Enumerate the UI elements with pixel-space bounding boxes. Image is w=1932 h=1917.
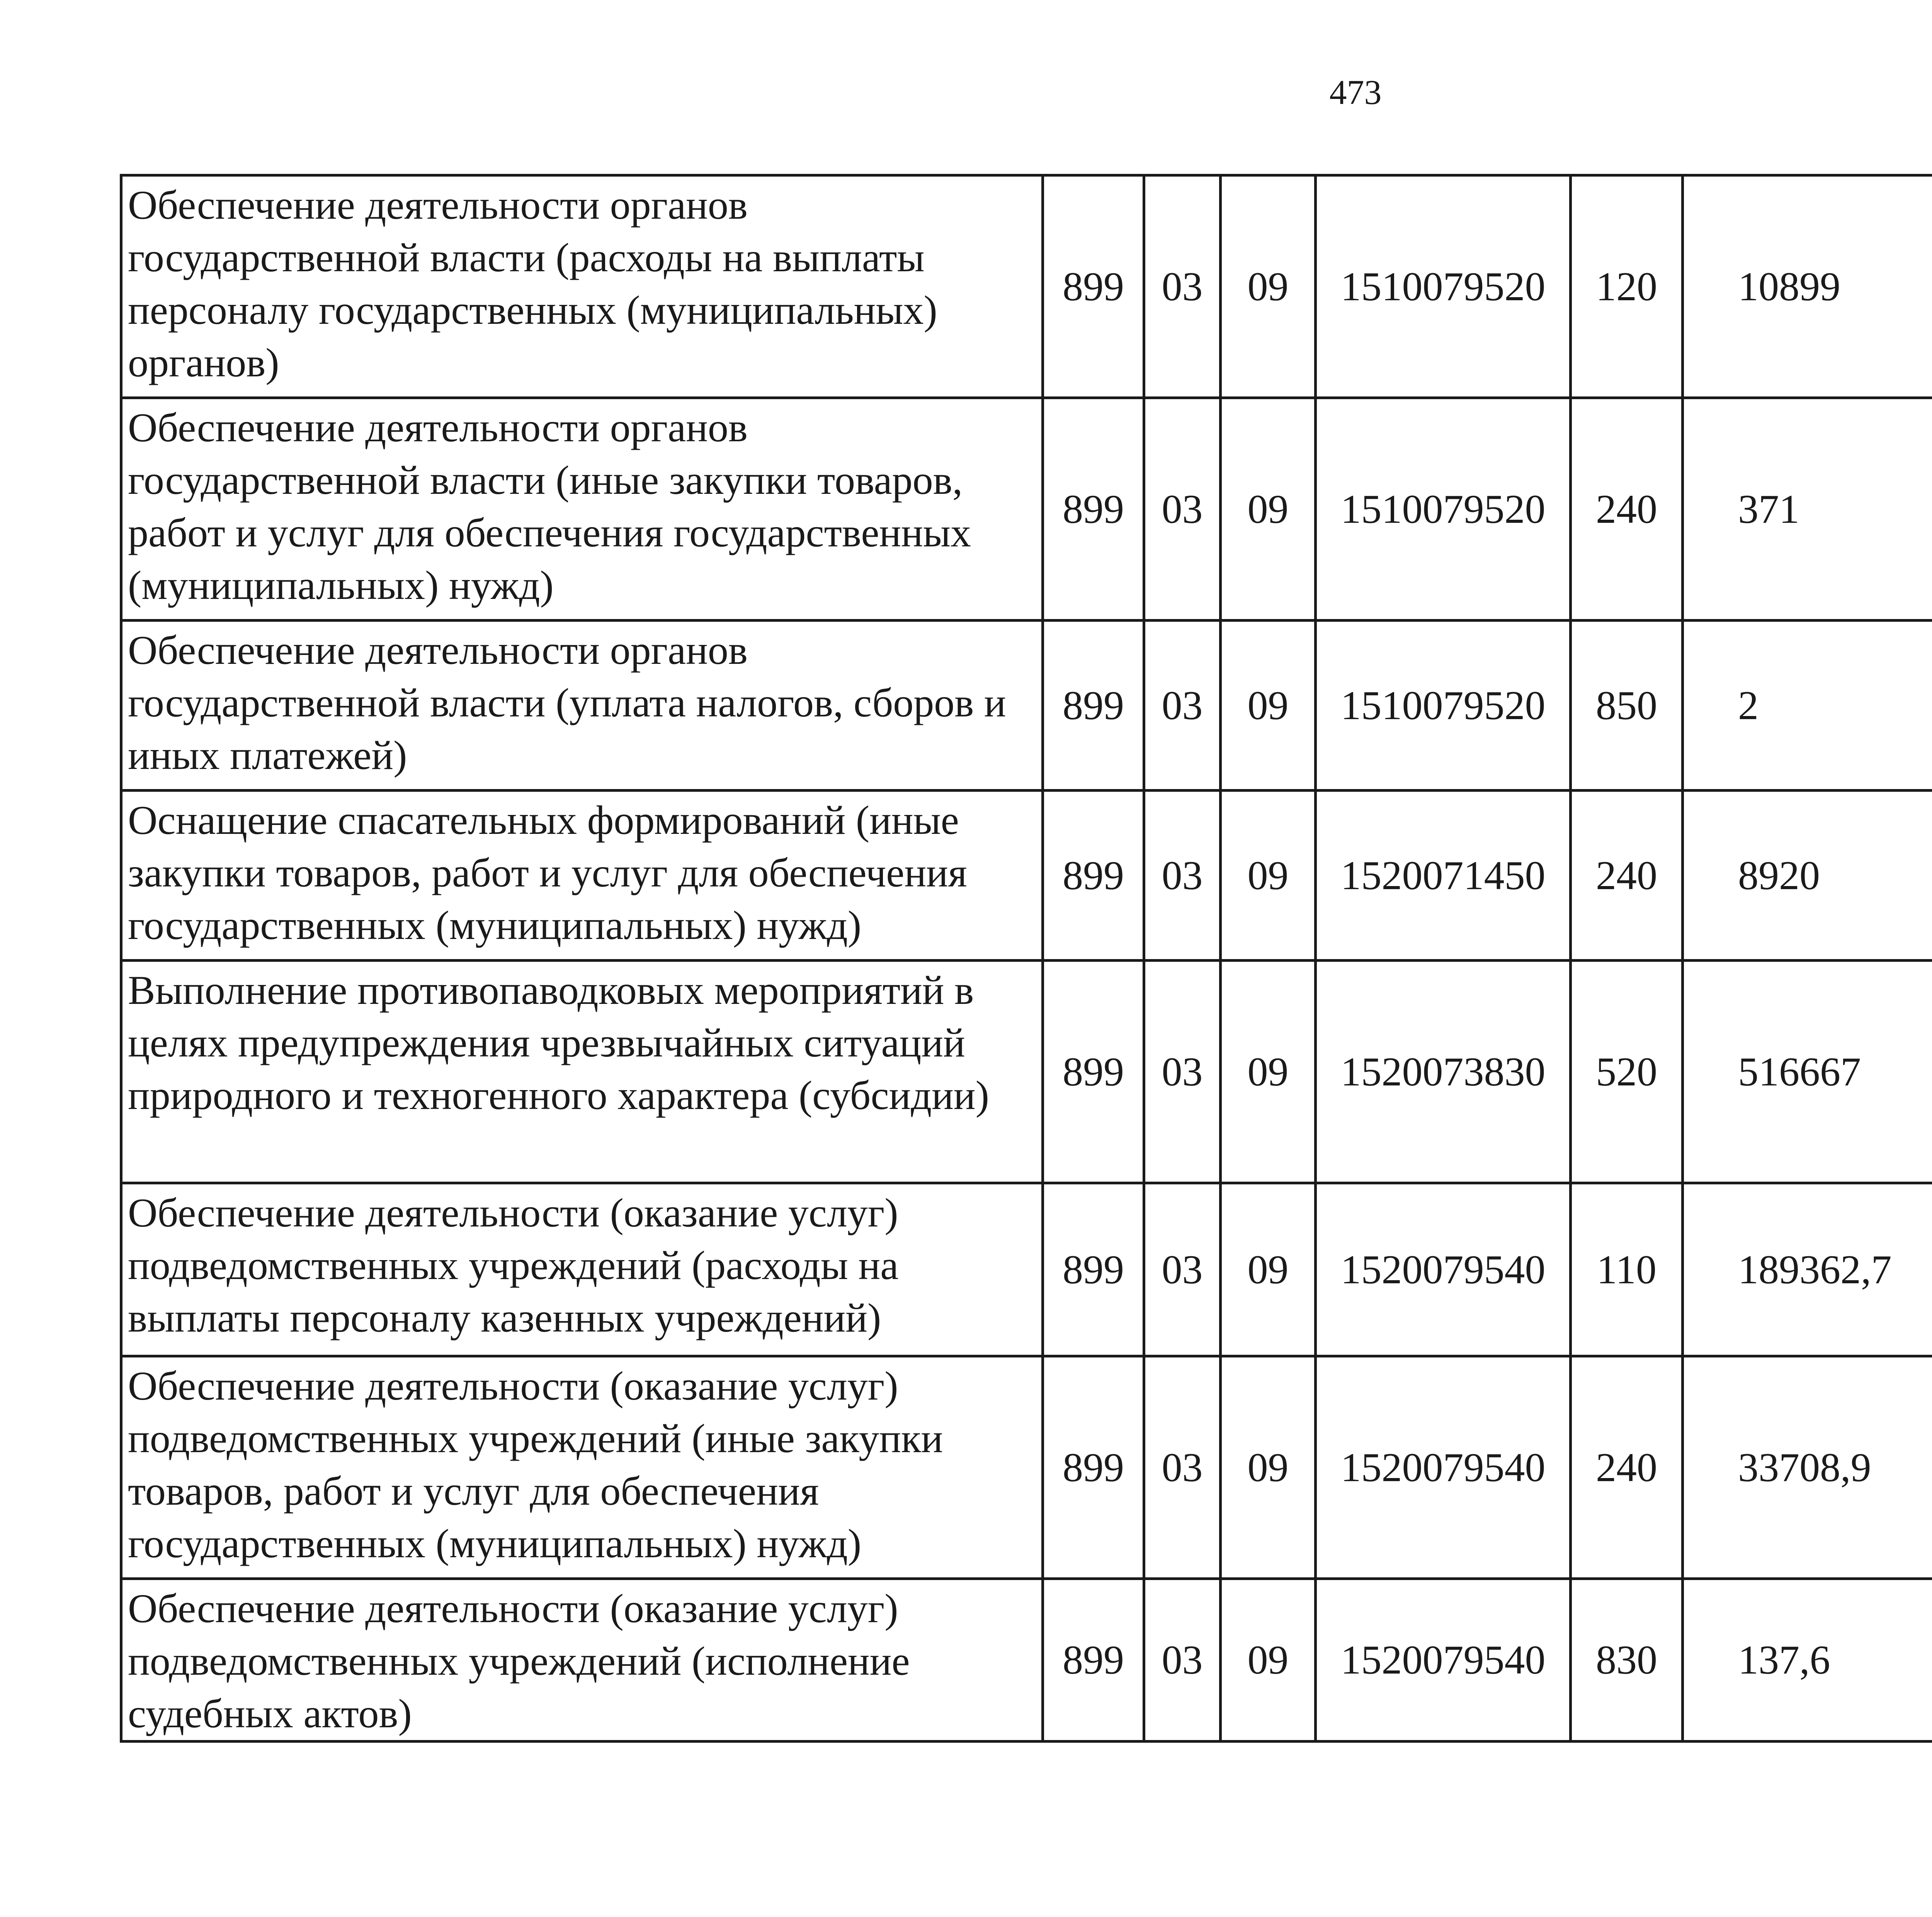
row-description: Обеспечение деятельности органов государственной власти (иные закупки товаров, работ и услуг для обеспечения государственных (муниципальных) нужд) [121, 398, 1043, 621]
row-description: Обеспечение деятельности органов государственной власти (уплата налогов, сборов и иных платежей) [121, 621, 1043, 791]
expense-type-code: 240 [1571, 791, 1683, 961]
table-row [121, 175, 1932, 398]
expense-type-code: 110 [1571, 1183, 1683, 1356]
row-description: Обеспечение деятельности органов государственной власти (расходы на выплаты персоналу государственных (муниципальных) органов) [121, 175, 1043, 398]
budget-table [120, 174, 1932, 1743]
admin-code: 899 [1043, 398, 1144, 621]
section-code: 03 [1144, 791, 1221, 961]
expense-type-code: 240 [1571, 398, 1683, 621]
section-code: 03 [1144, 1356, 1221, 1579]
target-article-code: 1510079520 [1316, 621, 1571, 791]
target-article-code: 1520079540 [1316, 1579, 1571, 1742]
admin-code: 899 [1043, 621, 1144, 791]
amount-year-1: 8920 [1683, 791, 1932, 961]
table-row [121, 1579, 1932, 1742]
section-code: 03 [1144, 1579, 1221, 1742]
section-code: 03 [1144, 398, 1221, 621]
section-code: 03 [1144, 1183, 1221, 1356]
admin-code: 899 [1043, 1183, 1144, 1356]
section-code: 03 [1144, 175, 1221, 398]
table-row [121, 791, 1932, 961]
subsection-code: 09 [1221, 1579, 1316, 1742]
amount-year-1: 189362,7 [1683, 1183, 1932, 1356]
admin-code: 899 [1043, 175, 1144, 398]
section-code: 03 [1144, 961, 1221, 1183]
admin-code: 899 [1043, 1356, 1144, 1579]
table-row [121, 621, 1932, 791]
subsection-code: 09 [1221, 398, 1316, 621]
subsection-code: 09 [1221, 621, 1316, 791]
table-row [121, 961, 1932, 1183]
section-code: 03 [1144, 621, 1221, 791]
target-article-code: 1510079520 [1316, 175, 1571, 398]
subsection-code: 09 [1221, 1183, 1316, 1356]
subsection-code: 09 [1221, 961, 1316, 1183]
amount-year-1: 137,6 [1683, 1579, 1932, 1742]
subsection-code: 09 [1221, 175, 1316, 398]
row-description: Обеспечение деятельности (оказание услуг) подведомственных учреждений (исполнение судебных актов) [121, 1579, 1043, 1742]
amount-year-1: 371 [1683, 398, 1932, 621]
expense-type-code: 520 [1571, 961, 1683, 1183]
row-description: Оснащение спасательных формирований (иные закупки товаров, работ и услуг для обеспечения государственных (муниципальных) нужд) [121, 791, 1043, 961]
page-number: 473 [1329, 73, 1382, 112]
table-row [121, 1356, 1932, 1579]
table-row [121, 398, 1932, 621]
amount-year-1: 2 [1683, 621, 1932, 791]
expense-type-code: 830 [1571, 1579, 1683, 1742]
row-description: Выполнение противопаводковых мероприятий в целях предупреждения чрезвычайных ситуаций природного и техногенного характера (субсидии) [121, 961, 1043, 1183]
amount-year-1: 10899 [1683, 175, 1932, 398]
expense-type-code: 850 [1571, 621, 1683, 791]
target-article-code: 1510079520 [1316, 398, 1571, 621]
admin-code: 899 [1043, 961, 1144, 1183]
target-article-code: 1520079540 [1316, 1356, 1571, 1579]
expense-type-code: 120 [1571, 175, 1683, 398]
admin-code: 899 [1043, 791, 1144, 961]
amount-year-1: 33708,9 [1683, 1356, 1932, 1579]
expense-type-code: 240 [1571, 1356, 1683, 1579]
amount-year-1: 516667 [1683, 961, 1932, 1183]
target-article-code: 1520071450 [1316, 791, 1571, 961]
target-article-code: 1520079540 [1316, 1183, 1571, 1356]
row-description: Обеспечение деятельности (оказание услуг) подведомственных учреждений (иные закупки товаров, работ и услуг для обеспечения государственных (муниципальных) нужд) [121, 1356, 1043, 1579]
row-description: Обеспечение деятельности (оказание услуг) подведомственных учреждений (расходы на выплаты персоналу казенных учреждений) [121, 1183, 1043, 1356]
target-article-code: 1520073830 [1316, 961, 1571, 1183]
table-row [121, 1183, 1932, 1356]
subsection-code: 09 [1221, 791, 1316, 961]
subsection-code: 09 [1221, 1356, 1316, 1579]
admin-code: 899 [1043, 1579, 1144, 1742]
